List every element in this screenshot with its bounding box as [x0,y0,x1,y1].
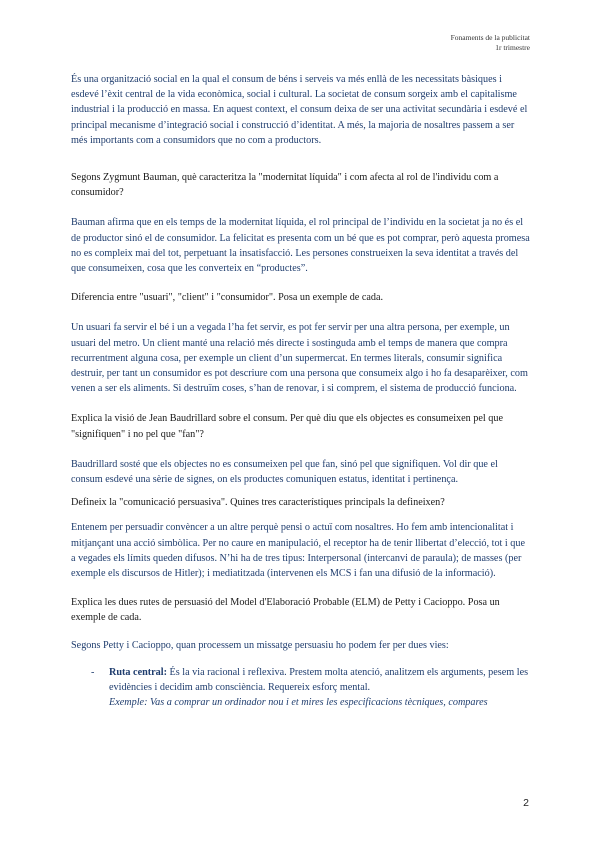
question-paragraph: Segons Zygmunt Bauman, què caracteritza la "modernitat líquida" i com afecta al rol de l'individu com a consumidor? [71,172,499,199]
question-paragraph: Explica les dues rutes de persuasió del Model d'Elaboració Probable (ELM) de Petty i Cacioppo. Posa un exemple de cada. [71,597,500,624]
page-number: 2 [523,797,529,809]
persuasion-routes-list [71,665,531,711]
list-dash: - [91,666,95,678]
page-header [451,33,530,53]
list-item-text: És la via racional i reflexiva. Prestem molta atenció, analitzem els arguments, pesem les evidències i decidim amb consciència. Requereix esforç mental. [109,666,529,694]
list-item-term: Ruta central: [109,666,167,678]
answer-paragraph: Segons Petty i Cacioppo, quan processem un missatge persuasiu ho podem fer per dues vies: [71,639,449,651]
header-term: 1r trimestre [495,43,530,52]
question-paragraph: Defineix la "comunicació persuasiva". Quines tres característiques principals la defineixen? [71,497,445,509]
list-item [71,665,531,711]
answer-paragraph: Bauman afirma que en els temps de la modernitat líquida, el rol principal de l’individu en la societat ja no és el de productor sinó el de consumidor. La felicitat es presenta com un bé que es pot comprar, però aquesta promesa no es compleix mai del tot, perpetuant la insatisfacció. Les persones construeixen la seva identitat a través del que consumeixen, cosa que les converteix en “productes”. [71,217,530,275]
document-body [71,72,531,711]
answer-paragraph: Entenem per persuadir convèncer a un altre perquè pensi o actuï com nosaltres. Ho fem amb intencionalitat i mitjançant una acció simbòlica. Per no caure en manipulació, el receptor ha de tenir llibertat d’elecció, tot i que a vegades els límits queden difusos. N’hi ha de tres tipus: Interpersonal (intercanvi de paraula); de masses (per exemple els discursos de Hitler); i mediatitzada (intervenen els MCS i fan una difusió de la informació). [71,522,526,580]
answer-paragraph: Baudrillard sosté que els objectes no es consumeixen pel que fan, sinó pel que signifiquen. Vol dir que el consum esdevé una sèrie de signes, on els productes comuniquen estatus, identitat i pertinença. [71,458,498,486]
answer-paragraph: És una organització social en la qual el consum de béns i serveis va més enllà de les necessitats bàsiques i esdevé l’èxit central de la vida econòmica, social i cultural. La societat de consum sorgeix amb el capitalisme industrial i la producció en massa. En aquest context, el consum deixa de ser una activitat secundària i esdevé el principal mecanisme d’integració social i construcció d’identitat. A més, la majoria de nosaltres passem a ser més importants com a consumidors que no com a productors. [71,74,528,146]
question-paragraph: Explica la visió de Jean Baudrillard sobre el consum. Per què diu que els objectes es consumeixen pel que "signifiquen" i no pel que "fan"? [71,413,503,440]
answer-paragraph: Un usuari fa servir el bé i un a vegada l’ha fet servir, es pot fer servir per una altra persona, per exemple, un usuari del metro. Un client manté una relació més directe i sostinguda amb el temps de manera que compra recurrentment alguna cosa, per exemple un client d’un supermercat. En termes literals, consumir significa destruir, per tant un consumidor es pot descriure com una persona que consumeix algo i ho fa desaparèixer, com venen a ser els aliments. Si destruïm coses, s’han de renovar, i si comprem, el sistema de producció funciona. [71,322,528,395]
question-paragraph: Diferencia entre "usuari", "client" i "consumidor". Posa un exemple de cada. [71,292,384,304]
header-course: Fonaments de la publicitat [450,33,530,42]
list-item-example: Exemple: Vas a comprar un ordinador nou i et mires les especificacions tècniques, compares [109,697,488,709]
